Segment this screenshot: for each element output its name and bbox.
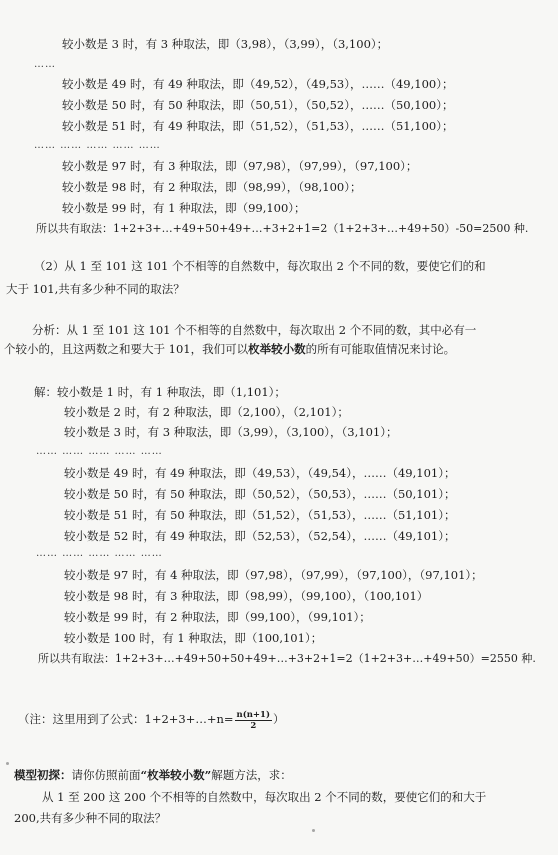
sol-row-3: 较小数是 3 时，有 3 种取法，即（3,99），（3,100），（3,101）； [64, 425, 398, 439]
p1-row-3: 较小数是 3 时，有 3 种取法，即（3,98），（3,99），（3,100）； [62, 37, 389, 51]
formula-note-suffix: ） [273, 712, 285, 726]
formula-numerator: n(n+1) [236, 709, 270, 720]
model-text: 请你仿照前面 [71, 768, 141, 782]
analysis-text-a: 个较小的，且这两数之和要大于 101，我们可以 [4, 342, 249, 356]
sol-row-50: 较小数是 50 时，有 50 种取法，即（50,52），（50,53），……（50,101）； [64, 487, 456, 501]
p1-row-49: 较小数是 49 时，有 49 种取法，即（49,52），（49,53），……（49,100）； [62, 77, 454, 91]
sol-row-1: 解：较小数是 1 时，有 1 种取法，即（1,101）； [34, 385, 286, 399]
sol-row-99: 较小数是 99 时，有 2 种取法，即（99,100），（99,101）； [64, 610, 371, 624]
sol-row-51: 较小数是 51 时，有 50 种取法，即（51,52），（51,53），……（51,101）； [64, 508, 456, 522]
p1-row-50: 较小数是 50 时，有 50 种取法，即（50,51），（50,52），……（50,100）； [62, 98, 454, 112]
analysis-text-c: 的所有可能取值情况来讨论。 [305, 342, 456, 356]
model-highlight: “枚举较小数” [140, 768, 212, 782]
sol-ellipsis-1: …… …… …… …… …… [36, 446, 163, 457]
model-text-end: 解题方法，求： [211, 768, 292, 782]
sol-row-49: 较小数是 49 时，有 49 种取法，即（49,53），（49,54），……（49,101）； [64, 466, 456, 480]
p1-row-51: 较小数是 51 时，有 49 种取法，即（51,52），（51,53），……（51,100）； [62, 119, 454, 133]
model-line2: 从 1 至 200 这 200 个不相等的自然数中，每次取出 2 个不同的数，要使它们的和大于 [42, 790, 487, 804]
question2-line1: （2）从 1 至 101 这 101 个不相等的自然数中，每次取出 2 个不同的数，要使它们的和 [34, 259, 486, 273]
p1-row-99: 较小数是 99 时，有 1 种取法，即（99,100）； [62, 201, 306, 215]
model-label: 模型初探： [14, 768, 72, 782]
p1-ellipsis-1: …… [34, 59, 56, 70]
analysis-line2 [4, 341, 455, 357]
sol-row-2: 较小数是 2 时，有 2 种取法，即（2,100），（2,101）； [64, 405, 349, 419]
question2-line2: 大于 101,共有多少种不同的取法？ [6, 282, 185, 296]
analysis-emphasis: 枚举较小数 [248, 342, 306, 356]
formula-note-prefix: （注：这里用到了公式：1+2+3+…+n= [18, 712, 234, 726]
sol-total: 所以共有取法：1+2+3+…+49+50+50+49+…+3+2+1=2（1+2+3+…+49+50）=2550 种. [38, 652, 536, 665]
sol-ellipsis-2: …… …… …… …… …… [36, 548, 163, 559]
p1-total: 所以共有取法：1+2+3+…+49+50+49+…+3+2+1=2（1+2+3+…+49+50）-50=2500 种. [36, 222, 529, 235]
analysis-line1: 分析：从 1 至 101 这 101 个不相等的自然数中，每次取出 2 个不同的数，其中必有一 [32, 323, 477, 337]
scan-speck [312, 829, 315, 832]
p1-row-97: 较小数是 97 时，有 3 种取法，即（97,98），（97,99），（97,100）； [62, 159, 418, 173]
sol-row-98: 较小数是 98 时，有 3 种取法，即（98,99），（99,100），（100,101） [64, 589, 429, 603]
sol-row-100: 较小数是 100 时，有 1 种取法，即（100,101）； [64, 631, 323, 645]
model-line3: 200,共有多少种不同的取法？ [14, 811, 167, 825]
model-line1 [14, 767, 292, 783]
formula-note [18, 707, 285, 731]
scan-speck [6, 762, 9, 765]
p1-row-98: 较小数是 98 时，有 2 种取法，即（98,99），（98,100）； [62, 180, 362, 194]
sol-row-52: 较小数是 52 时，有 49 种取法，即（52,53），（52,54），……（49,101）； [64, 529, 456, 543]
formula-fraction [235, 710, 272, 731]
p1-ellipsis-2: …… …… …… …… …… [34, 140, 161, 151]
formula-denominator: 2 [250, 720, 257, 731]
sol-row-97: 较小数是 97 时，有 4 种取法，即（97,98），（97,99），（97,100），（97,101）； [64, 568, 483, 582]
